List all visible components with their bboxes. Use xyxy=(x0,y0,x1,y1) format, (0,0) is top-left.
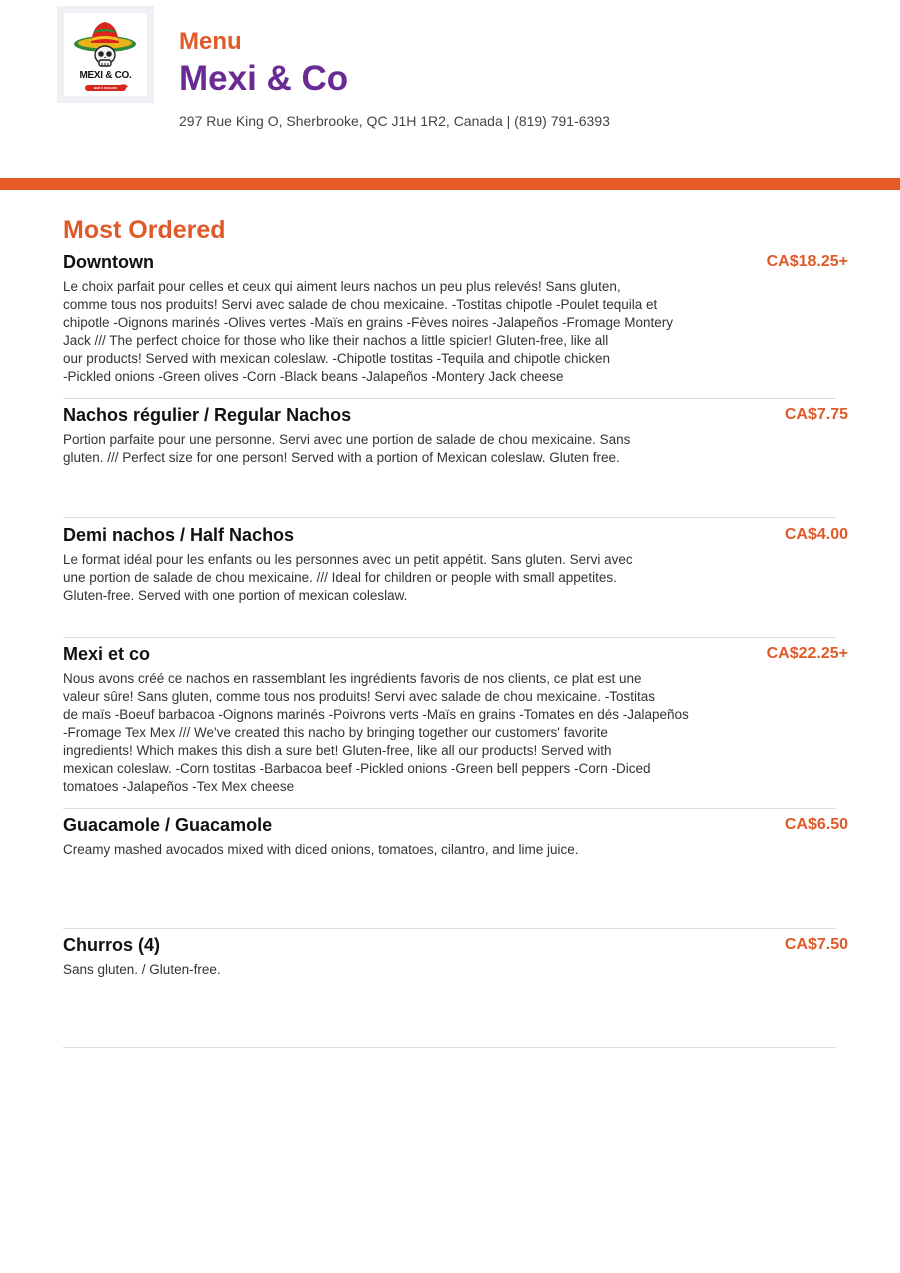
item-price: CA$7.75 xyxy=(784,406,848,423)
header-divider-bar xyxy=(0,178,900,190)
menu-item-regular-nachos[interactable] xyxy=(63,404,848,512)
menu-item-guacamole[interactable] xyxy=(63,814,848,922)
item-price: CA$7.50 xyxy=(784,936,848,953)
item-divider xyxy=(63,637,836,638)
restaurant-address: 297 Rue King O, Sherbrooke, QC J1H 1R2, Canada | (819) 791-6393 xyxy=(179,113,610,129)
item-name: Nachos régulier / Regular Nachos xyxy=(63,405,352,425)
item-price: CA$6.50 xyxy=(784,816,848,833)
item-divider xyxy=(63,928,836,929)
logo xyxy=(64,13,147,96)
item-name: Mexi et co xyxy=(63,644,151,664)
item-name: Guacamole / Guacamole xyxy=(63,815,273,835)
item-description: Sans gluten. / Gluten-free. xyxy=(63,962,221,977)
menu-item-downtown[interactable] xyxy=(63,251,848,391)
section-title: Most Ordered xyxy=(63,216,226,244)
item-description: Portion parfaite pour une personne. Servi avec une portion de salade de chou mexicaine. Sans gluten. /// Perfect size for one person! Served with a portion of Mexican coleslaw. Gluten free. xyxy=(63,432,631,465)
item-divider xyxy=(63,398,836,399)
logo-subtext: BAR À NACHOS xyxy=(85,85,126,91)
item-description: Le choix parfait pour celles et ceux qui aiment leurs nachos un peu plus relevés! Sans gluten, comme tous nos produits! Servi avec salade de chou mexicaine. -Tostitas chipotle -Poulet tequila et chipotle -Oignons marinés -Olives vertes -Maïs en grains -Fèves noires -Jalapeños -Fromage Montery Jack /// The perfect choice for those who like their nachos a little spicier! Gluten-free, like all our products! Served with mexican coleslaw. -Chipotle tostitas -Tequila and chipotle chicken -Pickled onions -Green olives -Corn -Black beans -Jalapeños -Montery Jack cheese xyxy=(63,279,673,384)
logo-wordmark: MEXI & CO. xyxy=(79,70,132,81)
item-divider xyxy=(63,517,836,518)
sombrero-skull-icon xyxy=(64,13,147,96)
item-price: CA$22.25+ xyxy=(766,645,848,662)
item-name: Churros (4) xyxy=(63,935,161,955)
item-description: Creamy mashed avocados mixed with diced onions, tomatoes, cilantro, and lime juice. xyxy=(63,842,579,857)
menu-label: Menu xyxy=(179,28,242,55)
item-name: Downtown xyxy=(63,252,154,272)
item-description: Le format idéal pour les enfants ou les personnes avec un petit appétit. Sans gluten. Servi avec une portion de salade de chou mexicaine. /// Ideal for children or people with small appetites. Gluten-free. Served with one portion of mexican coleslaw. xyxy=(63,552,633,603)
item-price: CA$4.00 xyxy=(784,526,848,543)
item-divider xyxy=(63,1047,836,1048)
menu-item-churros[interactable] xyxy=(63,934,848,1042)
item-name: Demi nachos / Half Nachos xyxy=(63,525,295,545)
menu-item-mexi-et-co[interactable] xyxy=(63,643,848,803)
logo-frame xyxy=(57,6,154,103)
item-description: Nous avons créé ce nachos en rassemblant les ingrédients favoris de nos clients, ce plat est une valeur sûre! Sans gluten, comme tous nos produits! Servi avec salade de chou mexicaine. -Tostitas de maïs -Boeuf barbacoa -Oignons marinés -Poivrons verts -Maïs en grains -Tomates en dés -Jalapeños -Fromage Tex Mex /// We've created this nacho by bringing together our customers' favorite ingredients! Which makes this dish a sure bet! Gluten-free, like all our products! Served with mexican coleslaw. -Corn tostitas -Barbacoa beef -Pickled onions -Green bell peppers -Corn -Diced tomatoes -Jalapeños -Tex Mex cheese xyxy=(63,671,689,794)
item-divider xyxy=(63,808,836,809)
item-price: CA$18.25+ xyxy=(766,253,848,270)
menu-item-half-nachos[interactable] xyxy=(63,524,848,632)
restaurant-name: Mexi & Co xyxy=(179,59,349,98)
